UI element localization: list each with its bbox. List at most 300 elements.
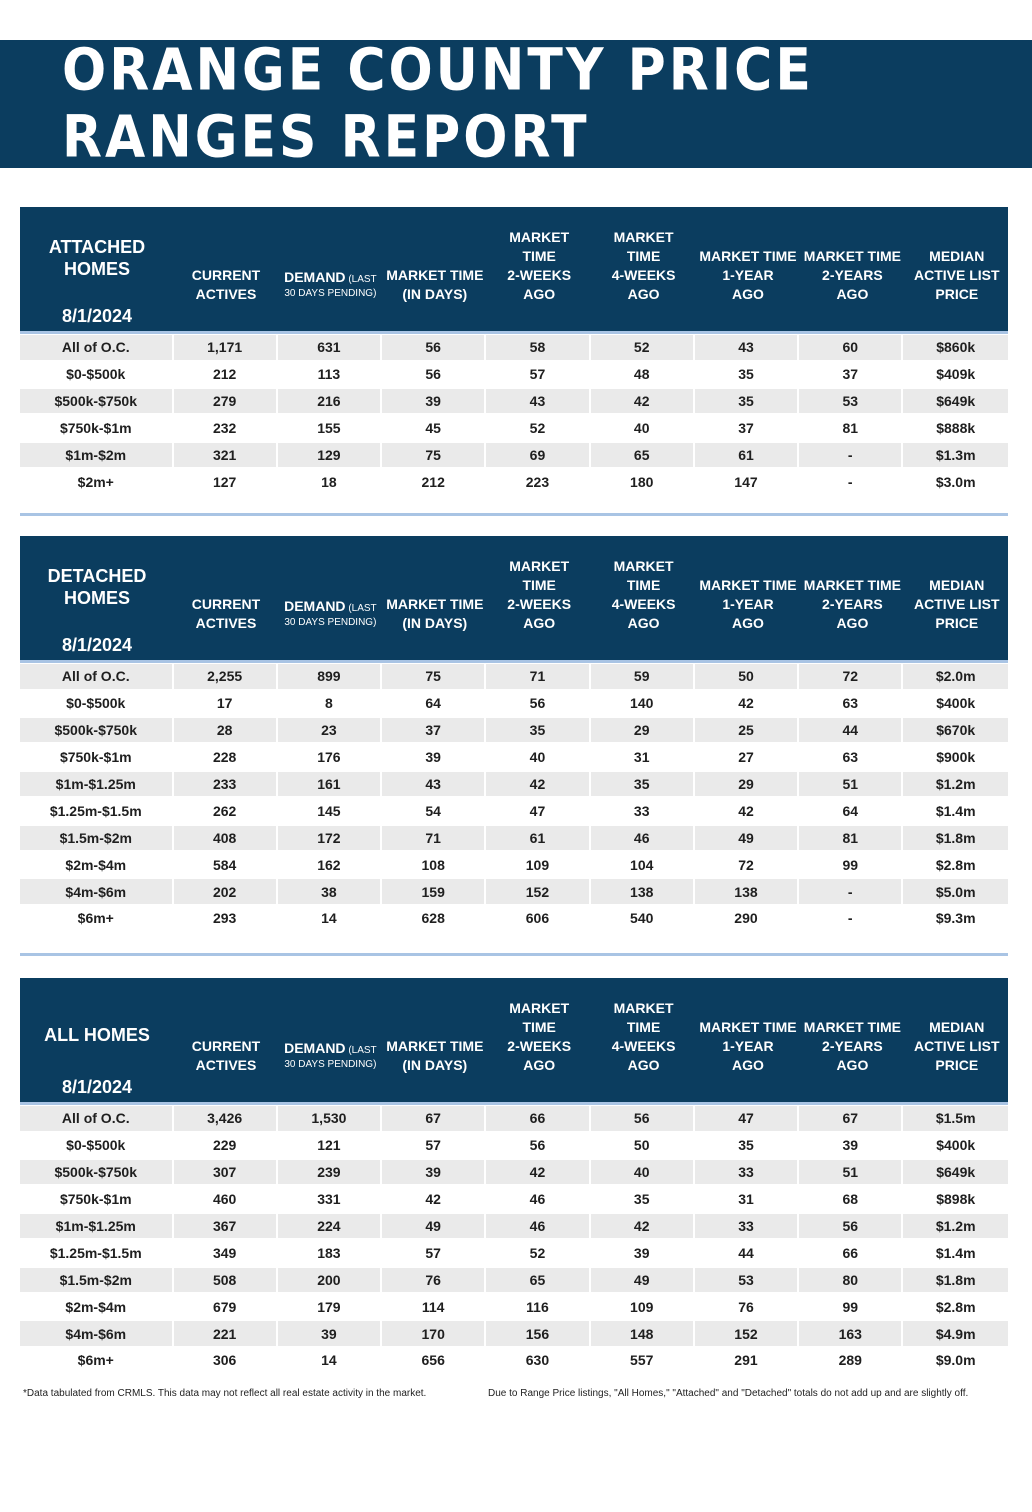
table-cell-market-time-1-year: 72 (738, 856, 754, 873)
price-range-cell: $6m+ (77, 910, 114, 927)
column-header-line: ACTIVES (195, 286, 257, 302)
table-cell-market-time-2-years: 56 (799, 1214, 901, 1239)
column-header-line: MARKET (613, 1000, 674, 1016)
column-header-line: AGO (732, 1057, 764, 1073)
table-cell-market-time-4-weeks: 35 (633, 1191, 650, 1208)
table-cell-market-time-2-years: 51 (799, 1160, 901, 1185)
column-header-line: MARKET TIME (803, 1019, 901, 1035)
column-header-line: 2-YEARS (822, 1038, 883, 1054)
table-cell-market-time-2-weeks: 56 (529, 1137, 546, 1154)
column-header-line: 30 DAYS PENDING) (284, 1059, 377, 1070)
table-cell-market-time-2-weeks: 52 (529, 1244, 546, 1261)
detached-homes-table (20, 536, 1008, 932)
table-cell-market-time: 45 (425, 420, 441, 437)
column-header-line: TIME (626, 248, 661, 264)
column-header-demand (278, 978, 382, 1102)
table-cell-market-time-4-weeks: 109 (630, 1298, 654, 1315)
table-cell-market-time-2-years: 99 (842, 1298, 859, 1315)
column-header-line: TIME (522, 577, 556, 593)
table-cell-median-list-price: $1.8m (903, 826, 1008, 851)
price-range-cell: $1.5m-$2m (20, 1268, 172, 1293)
report-date: 8/1/2024 (61, 306, 133, 326)
table-cell-market-time-1-year: 33 (695, 1214, 797, 1239)
table-row (20, 1186, 1008, 1213)
table-cell-market-time-2-weeks: 223 (525, 473, 550, 490)
table-cell-market-time-2-years: 63 (842, 749, 859, 766)
column-header-line: ACTIVE LIST (914, 596, 1000, 612)
column-header-market-time (383, 536, 487, 660)
table-cell-market-time-1-year: 33 (695, 1160, 797, 1185)
column-header-line: TIME (626, 1019, 661, 1035)
column-header-line: MARKET TIME (699, 248, 797, 264)
price-range-cell: $4m-$6m (20, 879, 172, 904)
table-cell-demand: 14 (321, 1352, 337, 1369)
column-header-line: 2-YEARS (822, 596, 883, 612)
price-range-cell: $6m+ (77, 1352, 114, 1369)
table-cell-market-time-2-weeks: 58 (486, 335, 588, 360)
report-banner (0, 36, 1032, 172)
column-header-line: TIME (522, 1019, 556, 1035)
column-header-line: PRICE (935, 286, 979, 302)
table-cell-market-time-2-years: 64 (842, 802, 859, 819)
price-range-cell: All of O.C. (20, 1106, 172, 1131)
table-cell-market-time-1-year: 35 (738, 1137, 754, 1154)
column-header-line: 2-WEEKS (507, 596, 572, 612)
column-header-market-time-2-weeks (487, 536, 591, 660)
table-row (20, 1266, 1008, 1293)
table-row (20, 905, 1008, 932)
column-header-line (284, 1039, 377, 1058)
table-cell-market-time: 64 (425, 695, 441, 712)
table-cell-demand: 239 (278, 1160, 380, 1185)
table-cell-demand: 176 (317, 749, 341, 766)
home-type-title-line: ATTACHED (48, 237, 146, 257)
table-row (20, 1320, 1008, 1347)
table-cell-market-time: 628 (421, 910, 445, 927)
table-cell-market-time-4-weeks: 65 (591, 443, 693, 468)
table-cell-market-time-2-years: 66 (842, 1244, 859, 1261)
table-cell-current-actives: 1,171 (174, 335, 276, 360)
table-row (20, 878, 1008, 905)
table-cell-demand: 183 (317, 1244, 341, 1261)
column-header-line: MARKET TIME (803, 577, 901, 593)
column-header-current-actives (174, 536, 278, 660)
table-cell-current-actives: 262 (212, 802, 237, 819)
column-header-market-time-2-weeks (487, 207, 591, 331)
table-cell-current-actives: 293 (212, 910, 237, 927)
price-range-cell: $1.25m-$1.5m (49, 1244, 142, 1261)
table-cell-market-time-2-weeks: 42 (486, 772, 588, 797)
table-cell-market-time: 37 (382, 718, 484, 743)
table-cell-median-list-price: $860k (903, 335, 1008, 360)
price-range-cell: $0-$500k (66, 366, 126, 383)
table-cell-market-time-2-years: 81 (842, 420, 859, 437)
column-header-line: DEMAND (284, 598, 346, 614)
home-type-title (20, 1024, 174, 1046)
column-header-line: ACTIVE LIST (914, 267, 1000, 283)
column-header-line: (LAST (345, 603, 377, 614)
table-cell-market-time-4-weeks: 42 (591, 1214, 693, 1239)
table-cell-market-time-4-weeks: 49 (591, 1268, 693, 1293)
column-header-line: 1-YEAR (722, 596, 774, 612)
column-header-line: ACTIVES (195, 1057, 257, 1073)
table-cell-market-time-2-years: 67 (799, 1106, 901, 1131)
table-cell-demand: 631 (278, 335, 380, 360)
table-cell-demand: 121 (317, 1137, 341, 1154)
column-header-line: 1-YEAR (722, 1038, 774, 1054)
table-cell-market-time-2-weeks: 61 (486, 826, 588, 851)
column-header-line: (IN DAYS) (402, 615, 468, 631)
price-range-cell: $2m-$4m (65, 1298, 127, 1315)
table-cell-demand: 1,530 (278, 1106, 380, 1131)
price-range-cell: $4m-$6m (20, 1321, 172, 1346)
column-header-line: AGO (732, 615, 764, 631)
column-header-line: MARKET (613, 558, 674, 574)
column-header-line: CURRENT (191, 596, 261, 612)
column-header-line: MEDIAN (929, 1019, 985, 1035)
column-header-line: AGO (523, 286, 556, 302)
table-cell-market-time: 56 (382, 335, 484, 360)
table-cell-market-time-1-year: 37 (738, 420, 754, 437)
table-cell-market-time-4-weeks: 50 (633, 1137, 650, 1154)
table-cell-market-time-2-years: 72 (799, 664, 901, 689)
table-cell-market-time-4-weeks: 140 (630, 695, 654, 712)
table-cell-market-time-1-year: 147 (734, 473, 758, 490)
table-cell-median-list-price: $888k (936, 420, 976, 437)
table-cell-median-list-price: $1.3m (903, 443, 1008, 468)
column-header-line: ACTIVES (195, 615, 257, 631)
table-cell-market-time-2-years: - (799, 443, 901, 468)
column-header-line: DEMAND (284, 269, 346, 285)
table-cell-market-time-4-weeks: 40 (591, 1160, 693, 1185)
table-cell-demand: 39 (278, 1321, 380, 1346)
table-cell-current-actives: 212 (212, 366, 237, 383)
column-header-market-time-2-years (800, 536, 904, 660)
table-cell-market-time-2-weeks: 46 (486, 1214, 588, 1239)
table-cell-market-time-2-years: 163 (799, 1321, 901, 1346)
price-range-cell: $0-$500k (66, 695, 126, 712)
table-cell-market-time-2-years: 68 (842, 1191, 859, 1208)
table-cell-market-time-1-year: 47 (695, 1106, 797, 1131)
table-cell-current-actives: 17 (216, 695, 233, 712)
table-cell-market-time-1-year: 29 (695, 772, 797, 797)
table-cell-market-time-2-years: 63 (842, 695, 859, 712)
table-cell-median-list-price: $649k (903, 389, 1008, 414)
table-cell-median-list-price: $9.3m (935, 910, 976, 927)
column-header-line: MARKET (509, 229, 570, 245)
table-cell-market-time: 39 (382, 1160, 484, 1185)
table-cell-current-actives: 460 (212, 1191, 237, 1208)
table-cell-demand: 179 (317, 1298, 341, 1315)
home-type-title-line: HOMES (63, 259, 130, 279)
table-cell-market-time: 56 (425, 366, 441, 383)
table-cell-demand: 129 (278, 443, 380, 468)
table-cell-median-list-price: $1.2m (903, 1214, 1008, 1239)
column-header-line: MARKET (509, 558, 570, 574)
column-header-line: 2-YEARS (822, 267, 883, 283)
column-header-market-time-1-year (696, 978, 800, 1102)
all-homes-table (20, 978, 1008, 1374)
column-header-line: MARKET TIME (386, 1038, 484, 1054)
table-row (20, 851, 1008, 878)
table-cell-median-list-price: $4.9m (903, 1321, 1008, 1346)
table-cell-market-time-4-weeks: 39 (633, 1244, 650, 1261)
report-title: ORANGE COUNTY PRICE RANGES REPORT (62, 36, 814, 172)
table-cell-demand: 216 (278, 389, 380, 414)
column-header-market-time (383, 978, 487, 1102)
table-cell-demand: 155 (317, 420, 341, 437)
table-cell-demand: 200 (278, 1268, 380, 1293)
table-cell-demand: 161 (278, 772, 380, 797)
table-cell-median-list-price: $900k (936, 749, 976, 766)
column-header-line: 2-WEEKS (507, 1038, 572, 1054)
price-range-cell: $750k-$1m (59, 749, 132, 766)
column-header-line: AGO (836, 1057, 869, 1073)
section-divider (20, 513, 1008, 516)
table-cell-market-time-2-weeks: 52 (529, 420, 546, 437)
table-cell-demand: 113 (317, 366, 341, 383)
table-cell-market-time: 76 (382, 1268, 484, 1293)
table-cell-market-time-1-year: 43 (695, 335, 797, 360)
table-cell-market-time-4-weeks: 42 (591, 389, 693, 414)
table-row (20, 388, 1008, 415)
column-header-line: CURRENT (191, 1038, 261, 1054)
table-cell-current-actives: 3,426 (174, 1106, 276, 1131)
table-row (20, 1159, 1008, 1186)
table-row (20, 1213, 1008, 1240)
column-header-market-time-1-year (696, 536, 800, 660)
table-cell-demand: 899 (278, 664, 380, 689)
table-cell-current-actives: 221 (174, 1321, 276, 1346)
table-row (20, 663, 1008, 690)
price-range-cell: $2m+ (77, 473, 114, 490)
price-range-cell: $500k-$750k (20, 1160, 172, 1185)
table-cell-median-list-price: $1.4m (935, 802, 976, 819)
table-cell-market-time-2-weeks: 35 (486, 718, 588, 743)
column-header-line: AGO (836, 615, 869, 631)
table-cell-market-time-2-years: - (847, 473, 853, 490)
column-header-line: MEDIAN (929, 248, 985, 264)
column-header-line: 4-WEEKS (611, 267, 676, 283)
table-cell-market-time-4-weeks: 40 (633, 420, 650, 437)
column-header-line: AGO (627, 286, 660, 302)
table-cell-current-actives: 232 (212, 420, 237, 437)
table-row (20, 690, 1008, 717)
column-header-line: AGO (836, 286, 869, 302)
table-cell-current-actives: 307 (174, 1160, 276, 1185)
table-cell-market-time: 39 (382, 389, 484, 414)
table-row (20, 415, 1008, 442)
price-range-cell: $1.5m-$2m (20, 826, 172, 851)
table-cell-market-time-4-weeks: 33 (633, 802, 650, 819)
table-cell-market-time: 170 (382, 1321, 484, 1346)
table-cell-market-time-2-weeks: 47 (529, 802, 546, 819)
table-row (20, 442, 1008, 469)
table-cell-market-time-1-year: 25 (695, 718, 797, 743)
table-cell-market-time-4-weeks: 31 (633, 749, 650, 766)
table-cell-market-time-1-year: 138 (695, 879, 797, 904)
price-range-cell: $1m-$1.25m (20, 1214, 172, 1239)
table-cell-market-time: 57 (425, 1244, 441, 1261)
table-cell-market-time-2-weeks: 42 (486, 1160, 588, 1185)
table-cell-market-time-2-years: - (847, 910, 853, 927)
table-cell-market-time: 71 (382, 826, 484, 851)
column-header-line: PRICE (935, 615, 979, 631)
table-cell-median-list-price: $1.5m (903, 1106, 1008, 1131)
price-range-cell: All of O.C. (20, 335, 172, 360)
table-cell-median-list-price: $1.8m (903, 1268, 1008, 1293)
column-header-market-time-4-weeks (592, 978, 696, 1102)
column-header-line: (IN DAYS) (402, 1057, 468, 1073)
table-cell-market-time-2-weeks: 40 (529, 749, 546, 766)
column-header-line: AGO (627, 1057, 660, 1073)
table-row (20, 797, 1008, 824)
table-cell-median-list-price: $409k (936, 366, 976, 383)
table-cell-market-time: 54 (425, 802, 441, 819)
price-range-cell: $500k-$750k (20, 718, 172, 743)
column-header-line: ACTIVE LIST (914, 1038, 1000, 1054)
table-cell-median-list-price: $9.0m (935, 1352, 976, 1369)
table-cell-market-time-2-weeks: 66 (486, 1106, 588, 1131)
table-row (20, 361, 1008, 388)
column-header-market-time-2-years (800, 207, 904, 331)
attached-homes-table (20, 207, 1008, 495)
column-header-line: MEDIAN (929, 577, 985, 593)
table-cell-market-time-4-weeks: 29 (591, 718, 693, 743)
table-cell-median-list-price: $2.8m (935, 1298, 976, 1315)
column-header-line: 2-WEEKS (507, 267, 572, 283)
column-header-line (284, 268, 377, 287)
column-header-line: AGO (523, 615, 556, 631)
table-cell-current-actives: 367 (174, 1214, 276, 1239)
table-cell-median-list-price: $2.8m (935, 856, 976, 873)
table-cell-market-time-2-weeks: 109 (525, 856, 550, 873)
table-cell-current-actives: 349 (212, 1244, 237, 1261)
table-cell-market-time-2-weeks: 69 (486, 443, 588, 468)
table-cell-market-time-1-year: 42 (738, 802, 754, 819)
table-cell-market-time-2-years: 51 (799, 772, 901, 797)
column-header-market-time-4-weeks (592, 536, 696, 660)
table-cell-market-time-4-weeks: 557 (630, 1352, 654, 1369)
table-row (20, 1105, 1008, 1132)
price-range-cell: $1m-$2m (20, 443, 172, 468)
table-header (20, 978, 1008, 1102)
table-cell-market-time: 108 (421, 856, 445, 873)
table-cell-market-time: 49 (382, 1214, 484, 1239)
table-cell-market-time-2-weeks: 43 (486, 389, 588, 414)
table-cell-market-time-2-weeks: 56 (529, 695, 546, 712)
column-header-line: (IN DAYS) (402, 286, 468, 302)
table-cell-median-list-price: $400k (936, 1137, 976, 1154)
table-cell-current-actives: 408 (174, 826, 276, 851)
column-header-line: TIME (522, 248, 556, 264)
column-header-median-list-price (905, 978, 1009, 1102)
column-header-market-time (383, 207, 487, 331)
table-cell-market-time-4-weeks: 148 (591, 1321, 693, 1346)
table-row (20, 717, 1008, 744)
table-cell-market-time: 67 (382, 1106, 484, 1131)
table-row (20, 1293, 1008, 1320)
column-header-median-list-price (905, 536, 1009, 660)
column-header-market-time-1-year (696, 207, 800, 331)
table-cell-median-list-price: $400k (936, 695, 976, 712)
table-row (20, 1347, 1008, 1374)
table-row (20, 771, 1008, 798)
home-type-title (20, 236, 174, 280)
table-cell-market-time-2-years: 289 (838, 1352, 862, 1369)
price-range-cell: $500k-$750k (20, 389, 172, 414)
table-row (20, 468, 1008, 495)
column-header-line: MARKET TIME (699, 577, 797, 593)
price-range-cell: All of O.C. (20, 664, 172, 689)
table-cell-current-actives: 306 (212, 1352, 237, 1369)
table-cell-market-time-2-weeks: 156 (486, 1321, 588, 1346)
table-cell-market-time-2-years: 53 (799, 389, 901, 414)
column-header-line: (LAST (345, 274, 377, 285)
column-header-line: MARKET TIME (386, 267, 484, 283)
table-cell-current-actives: 229 (212, 1137, 237, 1154)
table-cell-median-list-price: $670k (903, 718, 1008, 743)
home-type-title-line: ALL HOMES (44, 1025, 150, 1045)
column-header-line: AGO (627, 615, 660, 631)
table-cell-market-time-4-weeks: 52 (591, 335, 693, 360)
table-cell-market-time: 159 (382, 879, 484, 904)
table-cell-market-time-2-weeks: 46 (529, 1191, 546, 1208)
column-header-line: MARKET TIME (386, 596, 484, 612)
column-header-line: 1-YEAR (722, 267, 774, 283)
column-header-line: MARKET (613, 229, 674, 245)
table-cell-current-actives: 202 (174, 879, 276, 904)
column-header-line: AGO (523, 1057, 556, 1073)
table-cell-market-time-2-years: 80 (799, 1268, 901, 1293)
table-cell-market-time: 39 (425, 749, 441, 766)
table-cell-market-time-1-year: 49 (695, 826, 797, 851)
table-cell-current-actives: 279 (174, 389, 276, 414)
table-cell-current-actives: 508 (174, 1268, 276, 1293)
table-cell-market-time-4-weeks: 59 (591, 664, 693, 689)
column-header-demand (278, 536, 382, 660)
price-range-cell: $750k-$1m (59, 420, 132, 437)
footnote-source: *Data tabulated from CRMLS. This data may not reflect all real estate activity in the market. (23, 1388, 427, 1399)
table-cell-market-time-2-years: 99 (842, 856, 859, 873)
table-row (20, 1132, 1008, 1159)
column-header-line: 4-WEEKS (611, 596, 676, 612)
table-cell-market-time: 43 (382, 772, 484, 797)
column-header-line: PRICE (935, 1057, 979, 1073)
table-cell-market-time-4-weeks: 35 (591, 772, 693, 797)
table-cell-current-actives: 127 (212, 473, 237, 490)
table-header (20, 536, 1008, 660)
report-date: 8/1/2024 (61, 635, 133, 655)
table-cell-market-time: 42 (425, 1191, 441, 1208)
table-cell-market-time-2-weeks: 57 (529, 366, 546, 383)
home-type-title-line: HOMES (63, 588, 130, 608)
table-cell-current-actives: 233 (174, 772, 276, 797)
column-header-market-time-2-years (800, 978, 904, 1102)
table-cell-market-time-1-year: 35 (695, 389, 797, 414)
column-header-median-list-price (905, 207, 1009, 331)
table-cell-market-time-4-weeks: 180 (630, 473, 654, 490)
column-header-line: DEMAND (284, 1040, 346, 1056)
table-cell-market-time-2-years: - (799, 879, 901, 904)
table-cell-median-list-price: $2.0m (903, 664, 1008, 689)
section-divider (20, 953, 1008, 956)
table-cell-market-time-2-weeks: 65 (486, 1268, 588, 1293)
table-cell-market-time-1-year: 290 (734, 910, 758, 927)
column-header-demand (278, 207, 382, 331)
table-cell-demand: 23 (278, 718, 380, 743)
table-cell-current-actives: 2,255 (174, 664, 276, 689)
